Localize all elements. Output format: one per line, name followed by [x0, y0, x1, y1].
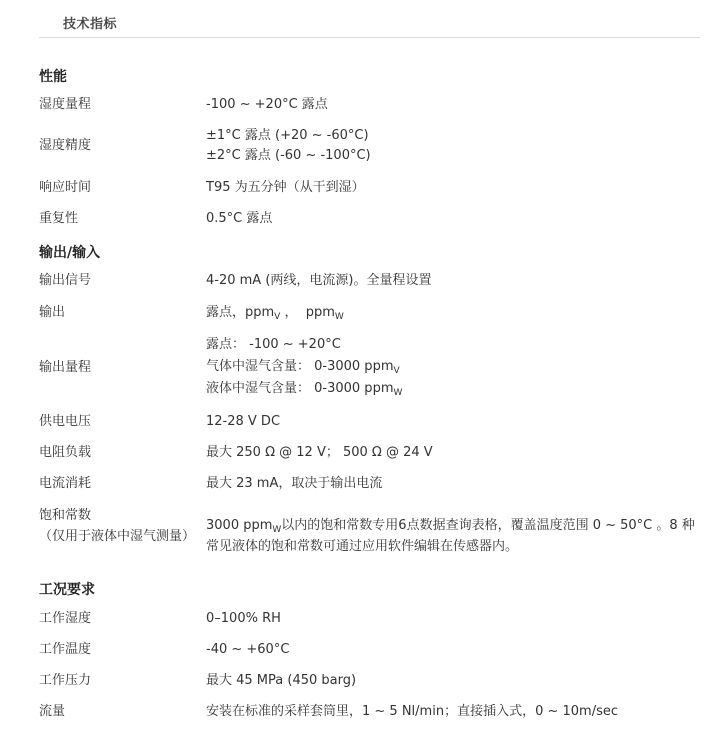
tab-technical-specs[interactable]: 技术指标: [63, 17, 118, 32]
label-output-range: 输出量程: [39, 360, 92, 375]
value-saturation-constant: [206, 515, 696, 557]
label-humidity-range: 湿度量程: [39, 97, 92, 112]
value-supply-voltage: 12-28 V DC: [206, 414, 281, 429]
output-text-a: 露点，ppm: [206, 305, 275, 320]
label-operating-pressure: 工作压力: [39, 673, 92, 688]
label-supply-voltage: 供电电压: [39, 414, 92, 429]
value-response-time: T95 为五分钟（从干到湿）: [206, 180, 365, 195]
value-output-signal: 4-20 mA (两线，电流源)。全量程设置: [206, 273, 432, 288]
label-response-time: 响应时间: [39, 180, 92, 195]
output-text-b: ， ppm: [280, 305, 335, 320]
label-current-consumption: 电流消耗: [39, 476, 92, 491]
value-humidity-range: -100 ~ +20°C 露点: [206, 97, 328, 112]
label-saturation-constant: 饱和常数 （仅用于液体中湿气测量）: [39, 508, 196, 544]
value-repeatability: 0.5°C 露点: [206, 211, 273, 226]
label-operating-humidity: 工作湿度: [39, 611, 92, 626]
tab-bar: [39, 0, 700, 38]
output-range-line-2-text: 气体中湿气含量： 0-3000 ppm: [206, 359, 394, 374]
output-range-line-2: [206, 357, 706, 377]
saturation-text-b: 以内的饱和常数专用6点数据查询表格，覆盖温度范围 0 ~ 50°C 。8 种常见液体的饱和常数可通过应用软件编辑在传感器内。: [206, 518, 695, 554]
value-flow: 安装在标准的采样套筒里，1 ~ 5 Nl/min；直接插入式，0 ~ 10m/sec: [206, 704, 618, 719]
section-title-conditions: 工况要求: [39, 582, 95, 598]
label-output: 输出: [39, 305, 66, 320]
value-output: [206, 303, 706, 323]
label-resistive-load: 电阻负载: [39, 445, 92, 460]
output-range-line-2-sub: V: [393, 366, 400, 376]
humidity-accuracy-line-1: ±1°C 露点 (+20 ~ -60°C): [206, 128, 369, 143]
output-range-line-3: [206, 379, 706, 399]
value-operating-temperature: -40 ~ +60°C: [206, 642, 290, 657]
saturation-sub-w: W: [272, 525, 282, 535]
humidity-accuracy-line-2: ±2°C 露点 (-60 ~ -100°C): [206, 148, 371, 163]
value-output-range: [206, 335, 706, 399]
output-range-line-3-sub: W: [393, 388, 403, 398]
output-range-line-1: 露点： -100 ~ +20°C: [206, 337, 341, 352]
value-operating-humidity: 0–100% RH: [206, 611, 281, 626]
label-operating-temperature: 工作温度: [39, 642, 92, 657]
value-humidity-accuracy: [206, 126, 706, 166]
saturation-text-a: 3000 ppm: [206, 518, 273, 533]
output-sub-w: W: [334, 312, 344, 322]
label-output-signal: 输出信号: [39, 273, 92, 288]
value-operating-pressure: 最大 45 MPa (450 barg): [206, 673, 357, 688]
value-resistive-load: 最大 250 Ω @ 12 V； 500 Ω @ 24 V: [206, 445, 433, 460]
section-title-io: 输出/输入: [39, 245, 101, 261]
output-range-line-3-text: 液体中湿气含量： 0-3000 ppm: [206, 381, 394, 396]
value-current-consumption: 最大 23 mA，取决于输出电流: [206, 476, 383, 491]
label-flow: 流量: [39, 704, 66, 719]
label-humidity-accuracy: 湿度精度: [39, 138, 92, 153]
label-repeatability: 重复性: [39, 211, 79, 226]
output-sub-v: V: [274, 312, 281, 322]
section-title-performance: 性能: [39, 69, 67, 85]
